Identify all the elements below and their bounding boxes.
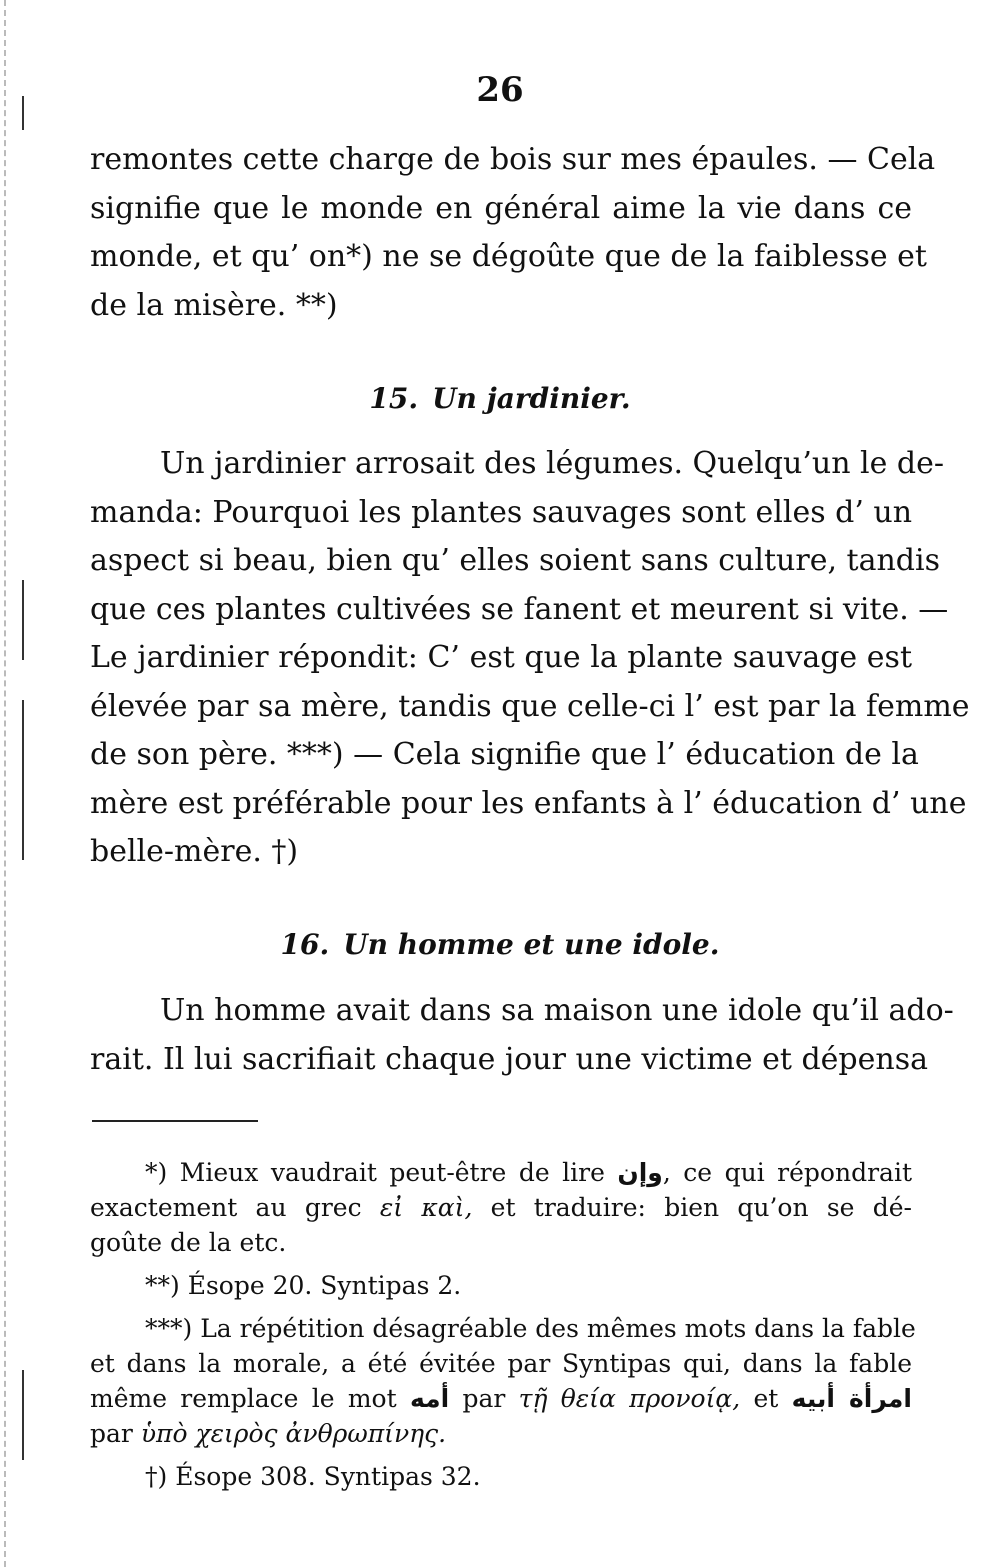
arabic-word: أمه xyxy=(409,1384,450,1413)
footnote-3-line: et dans la morale, a été évitée par Syntipas qui, dans la fable xyxy=(90,1349,912,1378)
text-line: de son père. ***) — Cela signifie que l’ éducation de la xyxy=(90,737,919,772)
arabic-word: وإن xyxy=(617,1158,663,1187)
margin-mark xyxy=(22,700,24,860)
footnote-1-line: exactement au grec εἰ καὶ, et traduire: bien qu’on se dé- xyxy=(90,1193,912,1222)
fable-number: 16. xyxy=(280,928,330,961)
fable-15-heading xyxy=(0,382,1000,415)
footnote-1-line: *) Mieux vaudrait peut-être de lire وإن, ce qui répondrait xyxy=(145,1158,912,1187)
greek-word: ὑπὸ χειρὸς ἀνθρωπίνης. xyxy=(140,1419,447,1448)
text-line: Un homme avait dans sa maison une idole qu’il ado- xyxy=(160,993,954,1028)
fable-title: Un jardinier. xyxy=(432,382,631,415)
text-line: belle-mère. †) xyxy=(90,834,299,869)
arabic-word: امرأة أبيه xyxy=(791,1384,912,1413)
page-number: 26 xyxy=(476,70,524,110)
page-edge xyxy=(4,0,6,1567)
fable-16-heading xyxy=(0,928,1000,961)
fable-number: 15. xyxy=(369,382,419,415)
fable-16-paragraph xyxy=(90,987,954,1084)
text-line: de la misère. **) xyxy=(90,287,338,323)
text-line: remontes cette charge de bois sur mes épaules. — Cela xyxy=(90,142,936,177)
text-line: Le jardinier répondit: C’ est que la plante sauvage est xyxy=(90,640,912,675)
footnote-3-line: même remplace le mot أمه par τῇ θεία προνοίᾳ, et امرأة أبيه xyxy=(90,1384,912,1413)
text-line: aspect si beau, bien qu’ elles soient sans culture, tandis xyxy=(90,543,941,578)
text-line: signifie que le monde en général aime la vie dans ce xyxy=(90,190,912,226)
footnote-1-line: goûte de la etc. xyxy=(90,1228,287,1257)
fable-15-paragraph xyxy=(90,440,970,877)
footnotes xyxy=(90,1155,916,1494)
greek-word: τῇ θεία προνοίᾳ, xyxy=(518,1384,741,1413)
margin-mark xyxy=(22,580,24,660)
text-line: monde, et qu’ on*) ne se dégoûte que de la faiblesse et xyxy=(90,239,927,274)
text-line: que ces plantes cultivées se fanent et meurent si vite. — xyxy=(90,591,949,627)
text-line: élevée par sa mère, tandis que celle-ci l’ est par la femme xyxy=(90,688,970,724)
margin-mark xyxy=(22,1370,24,1460)
greek-word: εἰ καὶ, xyxy=(379,1193,473,1222)
text-line: manda: Pourquoi les plantes sauvages sont elles d’ un xyxy=(90,494,913,530)
text-line: rait. Il lui sacrifiait chaque jour une victime et dépensa xyxy=(90,1041,928,1077)
footnote-rule xyxy=(92,1120,258,1122)
footnote-2: **) Ésope 20. Syntipas 2. xyxy=(145,1271,462,1300)
fable-title: Un homme et une idole. xyxy=(343,928,720,961)
footnote-3-line: ***) La répétition désagréable des mêmes mots dans la fable xyxy=(145,1314,916,1343)
text-line: mère est préférable pour les enfants à l’ éducation d’ une xyxy=(90,785,967,821)
footnote-3-line: par ὑπὸ χειρὸς ἀνθρωπίνης. xyxy=(90,1419,447,1448)
footnote-4: †) Ésope 308. Syntipas 32. xyxy=(145,1462,481,1491)
intro-paragraph xyxy=(90,136,936,330)
text-line: Un jardinier arrosait des légumes. Quelqu’un le de- xyxy=(160,446,945,481)
